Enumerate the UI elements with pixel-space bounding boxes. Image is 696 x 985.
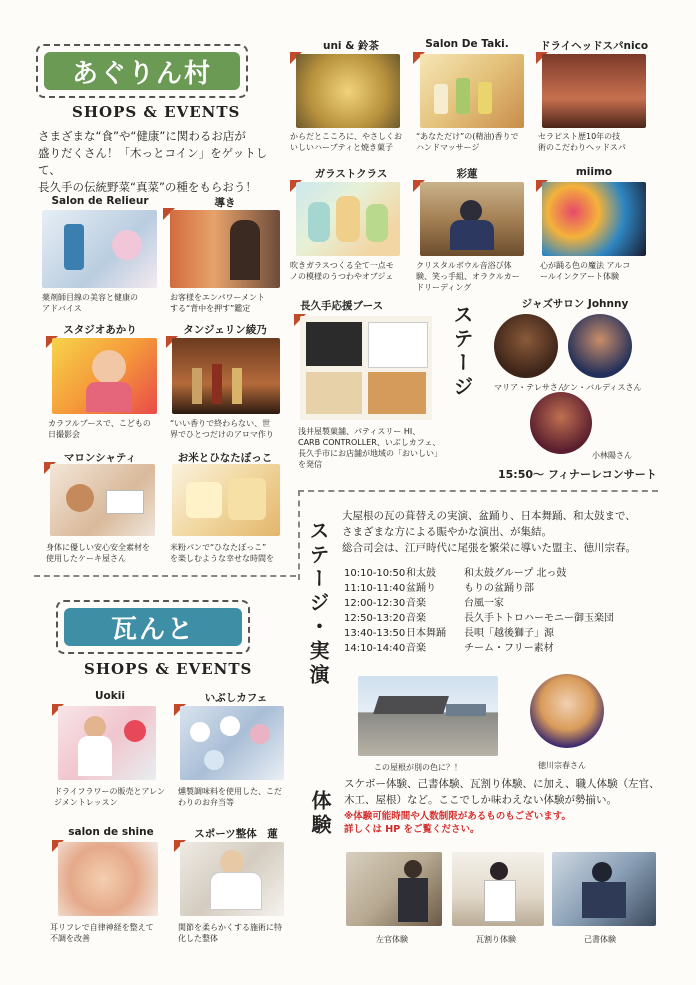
venue-photo bbox=[358, 676, 498, 756]
shop-photo bbox=[296, 54, 400, 128]
experience-caption: 己書体験 bbox=[584, 935, 616, 944]
shop-title: マロンシャティ bbox=[63, 452, 137, 464]
shop-caption: 米粉パンで“ひなたぼっこ” を楽しむような幸せな時間を bbox=[170, 543, 274, 563]
shop-photo bbox=[420, 54, 524, 128]
agurin-subtitle: SHOPS & EVENTS bbox=[72, 103, 241, 121]
support-booth-caption: 浅井屋製菓舗、パティスリー HI、 CARB CONTROLLER、いぶしカフェ、 長久手市にお店舗が地域の「おいしい」 を発信 bbox=[298, 427, 442, 469]
schedule-row: 13:40-13:50 日本舞踊 長唄「越後獅子」源 bbox=[344, 628, 554, 639]
schedule-row: 10:10-10:50 和太鼓 和太鼓グループ 北っ鼓 bbox=[344, 568, 567, 579]
shop-title: ドライヘッドスパnico bbox=[539, 40, 649, 52]
experience-caption: 左官体験 bbox=[376, 935, 408, 944]
shop-photo bbox=[542, 182, 646, 256]
shop-title: salon de shine bbox=[68, 826, 154, 838]
shop-photo bbox=[180, 706, 284, 780]
shop-caption: 心が踊る色の魔法 アルコ ールインクアート体験 bbox=[540, 261, 631, 281]
shop-title: スポーツ整体 蓮 bbox=[194, 828, 278, 840]
stage-label: ステージ bbox=[450, 304, 474, 400]
finale-concert: 15:50～ フィナーレコンサート bbox=[498, 468, 657, 481]
shop-caption: 燻製調味料を使用した、こだ わりのお弁当等 bbox=[178, 787, 282, 807]
shop-photo bbox=[172, 338, 280, 414]
experience-photo bbox=[346, 852, 442, 926]
shop-photo bbox=[42, 210, 157, 288]
shop-photo bbox=[58, 706, 156, 780]
shop-caption: “いい香りで終わらない、世 界でひとつだけのアロマ作り bbox=[170, 419, 274, 439]
shop-title: miimo bbox=[575, 166, 613, 178]
performer-photo bbox=[530, 392, 592, 454]
shop-caption: ドライフラワーの販売とアレン ジメントレッスン bbox=[54, 787, 165, 807]
shop-photo bbox=[542, 54, 646, 128]
agurin-intro: さまざまな“食”や“健康”に関わるお店が 盛りだくさん！「木っとコイン」をゲットして、 長久手の伝統野菜“真菜”の種をもらおう！ bbox=[38, 129, 268, 194]
experience-photo bbox=[452, 852, 544, 926]
shop-title: Salon De Taki. bbox=[425, 38, 509, 50]
performer-name: ケン・バルディスさん bbox=[562, 383, 642, 392]
shop-title: Salon de Relieur bbox=[51, 195, 149, 207]
experience-notice: ※体験可能時間や人数制限があるものもございます。 詳しくは HP をご覧ください。 bbox=[344, 811, 571, 835]
shop-title: ガラストクラス bbox=[314, 168, 388, 180]
shop-caption: 吹きガラスつくる全て一点モ ノの模様のうつわやオブジェ bbox=[290, 261, 394, 281]
section-divider bbox=[34, 575, 296, 577]
performer-photo bbox=[568, 314, 632, 378]
schedule-row: 11:10-11:40 盆踊り もりの盆踊り部 bbox=[344, 583, 534, 594]
shop-caption: クリスタルボウル音浴び体 験、笑っ手組、オラクルカー ドリーディング bbox=[416, 261, 520, 292]
shop-title: uni & 鈴茶 bbox=[322, 40, 380, 52]
shop-photo bbox=[50, 464, 155, 536]
portrait-caption: 徳川宗春さん bbox=[538, 761, 586, 770]
shop-title: スタジオあかり bbox=[63, 324, 137, 336]
shop-photo bbox=[180, 842, 284, 916]
experience-intro: スケボー体験、己書体験、瓦割り体験、に加え、職人体験（左官、 木工、屋根）など。ここでしか味わえない体験が勢揃い。 bbox=[344, 778, 660, 806]
shop-caption: からだとこころに、やさしくお いしいハーブティと焼き菓子 bbox=[290, 132, 402, 152]
shop-title: Uokii bbox=[95, 690, 125, 702]
experience-caption: 瓦割り体験 bbox=[476, 935, 516, 944]
shop-caption: “あなただけ”の(精油)香りで ハンドマッサージ bbox=[416, 132, 519, 152]
experience-label: 体験 bbox=[308, 790, 332, 838]
support-booth-photo bbox=[300, 316, 432, 420]
shop-caption: 身体に優しい安心安全素材を 使用したケーキ屋さん bbox=[46, 543, 150, 563]
shop-title: お米とひなたぼっこ bbox=[177, 452, 273, 464]
shop-caption: お客様をエンパワーメント する“背中を押す”鑑定 bbox=[170, 293, 266, 313]
shop-title: 導き bbox=[214, 197, 236, 209]
shop-title: タンジェリン綾乃 bbox=[183, 324, 267, 336]
shop-photo bbox=[170, 210, 280, 288]
shop-photo bbox=[52, 338, 157, 414]
support-booth-title: 長久手応援ブース bbox=[300, 300, 384, 312]
wanto-title-frame bbox=[56, 600, 250, 654]
shop-title: いぶしカフェ bbox=[204, 692, 268, 704]
shop-caption: 関節を柔らかくする施術に特 化した整体 bbox=[178, 923, 282, 943]
stage-live-intro: 大屋根の瓦の葺替えの実演、盆踊り、日本舞踊、和太鼓まで、 さまざまな方による賑やかな演出、が集結。 総合司会は、江戸時代に尾張を繁栄に導いた盟主、徳川宗春。 bbox=[342, 510, 636, 554]
schedule-row: 12:00-12:30 音楽 台風一家 bbox=[344, 598, 504, 609]
schedule-row: 12:50-13:20 音楽 長久手トトロハーモニー御玉楽団 bbox=[344, 613, 614, 624]
shop-photo bbox=[58, 842, 158, 916]
section-divider bbox=[298, 490, 300, 580]
jazz-salon-title: ジャズサロン Johnny bbox=[521, 298, 629, 310]
shop-photo bbox=[172, 464, 280, 536]
performer-name: マリア・テレサさん bbox=[494, 383, 566, 392]
portrait-photo bbox=[530, 674, 604, 748]
shop-caption: セラピスト歴10年の技 術のこだわりヘッドスパ bbox=[538, 132, 626, 152]
performer-name: 小林陽さん bbox=[592, 451, 632, 460]
experience-photo bbox=[552, 852, 656, 926]
stage-live-label: ステージ・実演 bbox=[306, 520, 330, 688]
section-divider bbox=[298, 490, 658, 492]
wanto-subtitle: SHOPS & EVENTS bbox=[84, 660, 253, 678]
shop-caption: 薬剤師目線の美容と健康の アドバイス bbox=[42, 293, 138, 313]
agurin-title-frame bbox=[36, 44, 248, 98]
performer-photo bbox=[494, 314, 558, 378]
agurin-title: あぐりん村 bbox=[44, 52, 240, 90]
schedule-row: 14:10-14:40 音楽 チーム・フリー素材 bbox=[344, 643, 554, 654]
venue-caption: この屋根が別の色に？！ bbox=[374, 763, 462, 772]
shop-photo bbox=[296, 182, 400, 256]
shop-photo bbox=[420, 182, 524, 256]
shop-title: 彩蓮 bbox=[456, 168, 478, 180]
schedule bbox=[344, 566, 664, 656]
shop-caption: 耳リフレで自律神経を整えて 不調を改善 bbox=[50, 923, 154, 943]
shop-caption: カラフルブースで、こどもの 日撮影会 bbox=[48, 419, 151, 439]
wanto-title: 瓦んと bbox=[64, 608, 242, 646]
